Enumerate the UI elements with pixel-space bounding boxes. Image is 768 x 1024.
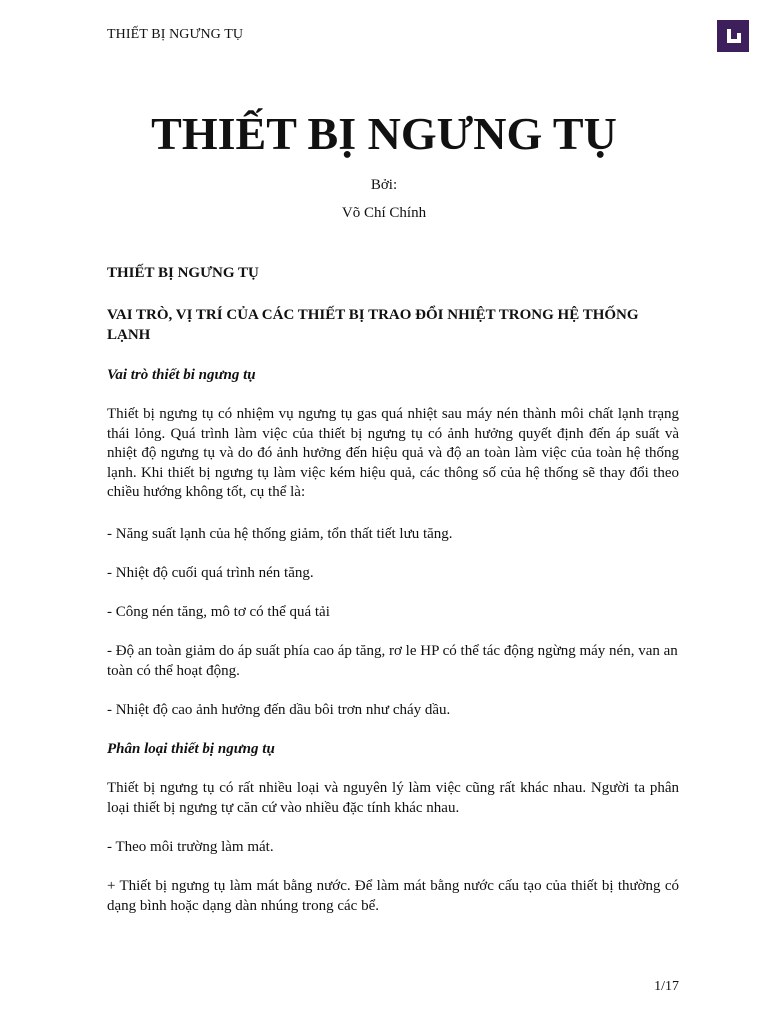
effect-item-5: - Nhiệt độ cao ảnh hưởng đến dầu bôi trơn như cháy dầu. (107, 702, 451, 718)
effect-item-4: - Độ an toàn giảm do áp suất phía cao áp tăng, rơ le HP có thể tác động ngừng máy nén, van an toàn có thể hoạt động. (107, 643, 678, 679)
publisher-logo-icon (717, 20, 749, 52)
classification-intro-paragraph: Thiết bị ngưng tụ có rất nhiều loại và nguyên lý làm việc cũng rất khác nhau. Người ta phân loại thiết bị ngưng tự căn cứ vào nhiều đặc tính khác nhau. (107, 780, 679, 816)
page-number: 1/17 (654, 979, 679, 994)
effect-item-3: - Công nén tăng, mô tơ có thể quá tải (107, 604, 330, 620)
running-header: THIẾT BỊ NGƯNG TỤ (107, 27, 244, 42)
publisher-logo-graphic (717, 20, 749, 52)
author-name: Võ Chí Chính (341, 205, 427, 221)
section-heading: THIẾT BỊ NGƯNG TỤ (107, 265, 259, 281)
effect-item-2: - Nhiệt độ cuối quá trình nén tăng. (107, 565, 314, 581)
role-heading: Vai trò thiết bi ngưng tụ (107, 367, 256, 383)
classification-heading: Phân loại thiết bị ngưng tụ (107, 741, 275, 757)
effect-item-1: - Năng suất lạnh của hệ thống giảm, tổn thất tiết lưu tăng. (107, 526, 453, 542)
subsection-heading: VAI TRÒ, VỊ TRÍ CỦA CÁC THIẾT BỊ TRAO ĐỔI NHIỆT TRONG HỆ THỐNG LẠNH (107, 307, 639, 343)
document-title: THIẾT BỊ NGƯNG TỤ (151, 108, 617, 159)
logo-background (717, 20, 749, 52)
water-cooled-paragraph: + Thiết bị ngưng tụ làm mát bằng nước. Để làm mát bằng nước cấu tạo của thiết bị thường có dạng bình hoặc dạng dàn nhúng trong các bể. (107, 878, 679, 914)
byline-label: Bởi: (370, 177, 398, 193)
role-intro-paragraph: Thiết bị ngưng tụ có nhiệm vụ ngưng tụ gas quá nhiệt sau máy nén thành môi chất lạnh trạng thái lỏng. Quá trình làm việc của thiết bị ngưng tụ có ảnh hưởng quyết định đến áp suất và nhiệt độ ngưng tụ và do đó ảnh hưởng đến hiệu quả và độ an toàn làm việc của toàn hệ thống lạnh. Khi thiết bị ngưng tụ làm việc kém hiệu quả, các thông số của hệ thống sẽ thay đổi theo chiều hướng không tốt, cụ thể là: (107, 406, 679, 500)
logo-mark-corner (737, 33, 741, 43)
cooling-criterion-item: - Theo môi trường làm mát. (107, 839, 274, 855)
